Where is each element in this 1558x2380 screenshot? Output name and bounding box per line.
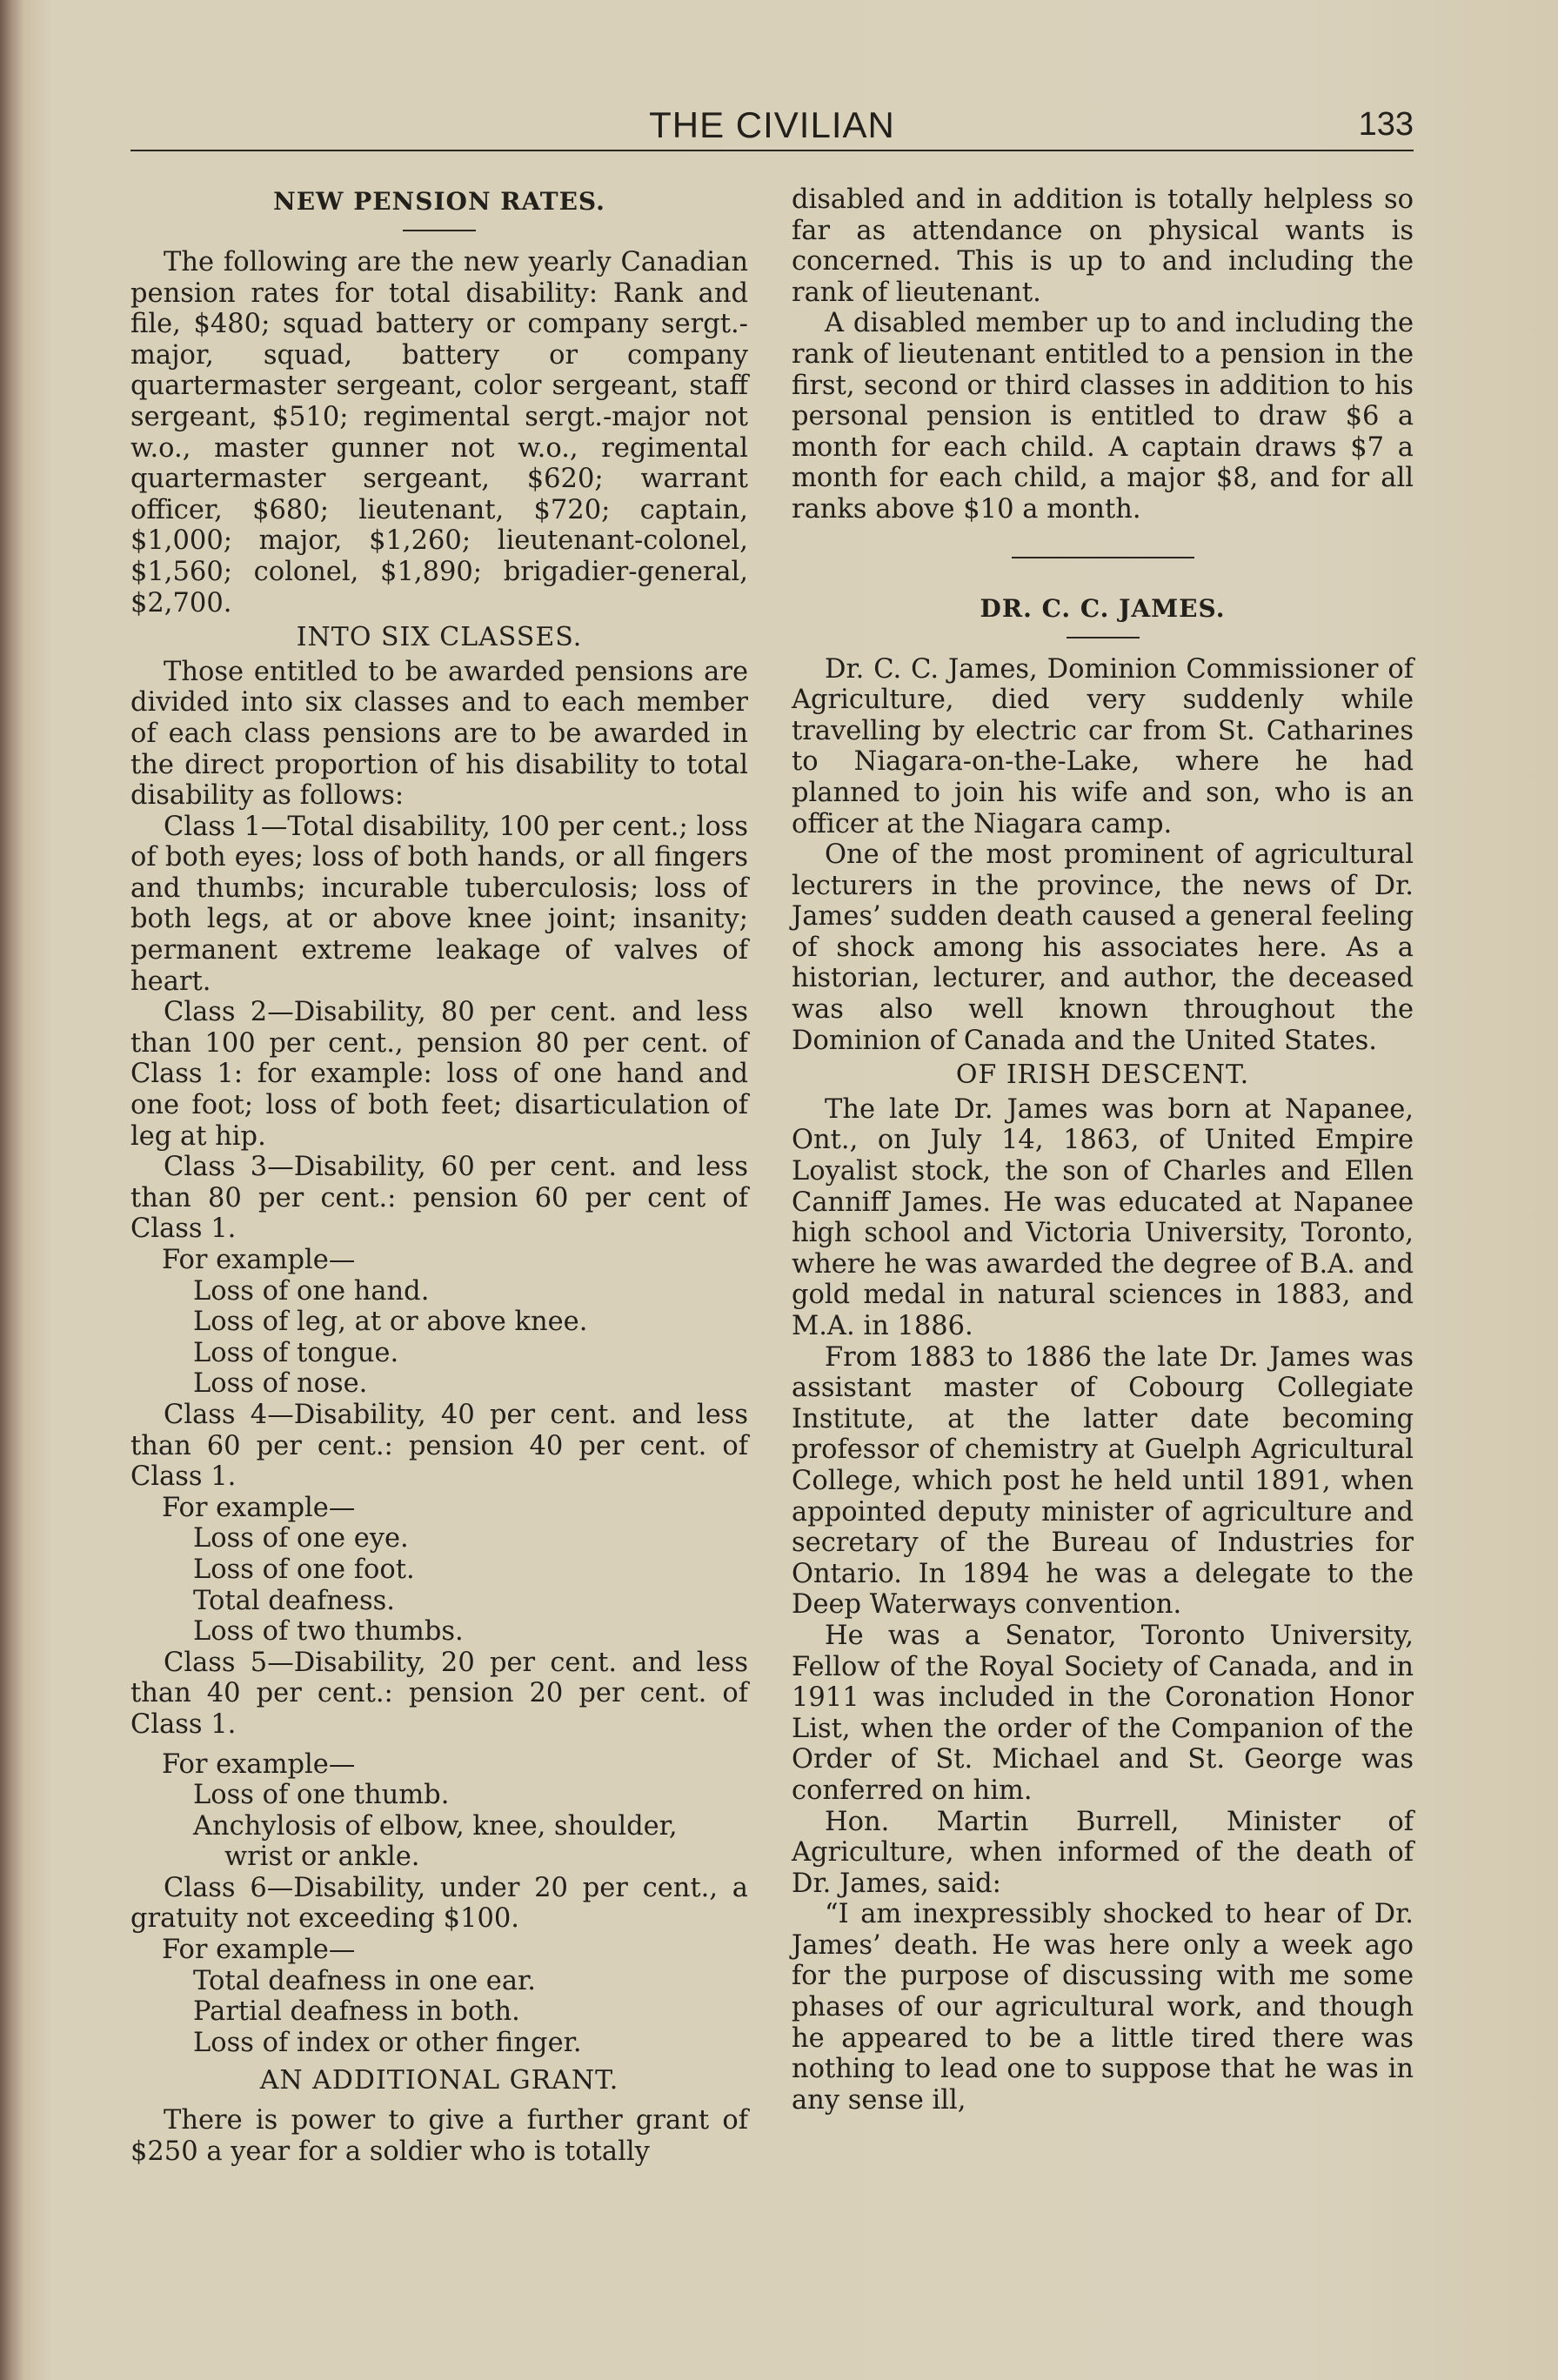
- james-paragraph-5: He was a Senator, Toronto University, Fellow of the Royal Society of Canada, and in 1911 was included in the Coronation Honor List, when the order of the Companion of the Order of St. Michael and St. George was conferred on him.: [792, 1620, 1414, 1806]
- heading-rule: [1067, 637, 1140, 638]
- subheading-six-classes: INTO SIX CLASSES.: [296, 622, 583, 653]
- subheading-irish-descent: OF IRISH DESCENT.: [955, 1060, 1250, 1091]
- page-number: 133: [1358, 106, 1414, 143]
- example-label: For example—: [162, 1245, 356, 1275]
- class-5-examples: [130, 1749, 748, 1873]
- class-4-examples: [130, 1493, 748, 1648]
- class-6-examples: [130, 1935, 748, 2058]
- example-label: For example—: [162, 1492, 356, 1523]
- james-paragraph-1: Dr. C. C. James, Dominion Commissioner of Agriculture, died very suddenly while travelling by electric car from St. Catharines to Niagara-on-the-Lake, where he had planned to join his wife and son, who is an officer at the Niagara camp.: [792, 653, 1414, 839]
- james-paragraph-6: Hon. Martin Burrell, Minister of Agriculture, when informed of the death of Dr. James, said:: [792, 1806, 1414, 1899]
- example-item: Loss of leg, at or above knee.: [193, 1307, 588, 1338]
- example-item: Loss of one thumb.: [193, 1780, 450, 1811]
- example-item: Loss of index or other finger.: [193, 2027, 582, 2058]
- james-paragraph-4: From 1883 to 1886 the late Dr. James was assistant master of Cobourg Collegiate Institute, at the latter date becoming professor of chemistry at Guelph Agricultural College, which post he held until 1891, when appointed deputy minister of agriculture and secretary of the Bureau of Industries for Ontario. In 1894 he was a delegate to the Deep Waterways convention.: [792, 1341, 1414, 1621]
- running-header: [130, 97, 1414, 151]
- example-item: Loss of two thumbs.: [193, 1616, 464, 1648]
- class-2-paragraph: Class 2—Disability, 80 per cent. and less than 100 per cent., pension 80 per cent. of Class 1: for example: loss of one hand and one foot; loss of both feet; disarticulation of leg at hip.: [130, 997, 748, 1152]
- heading-rule: [403, 230, 476, 231]
- journal-title: THE CIVILIAN: [649, 104, 895, 145]
- class-5-paragraph: Class 5—Disability, 20 per cent. and less than 40 per cent.: pension 20 per cent. of Class 1.: [130, 1647, 748, 1740]
- class-6-paragraph: Class 6—Disability, under 20 per cent., a gratuity not exceeding $100.: [130, 1872, 748, 1935]
- example-item: Total deafness.: [193, 1585, 395, 1616]
- james-quote-paragraph: “I am inexpressibly shocked to hear of Dr. James’ death. He was here only a week ago for the purpose of discussing with me some phases of our agricultural work, and though he appeared to be a little tired there was nothing to lead one to suppose that he was in any sense ill,: [792, 1899, 1414, 2116]
- subheading-additional-grant: AN ADDITIONAL GRANT.: [259, 2065, 619, 2096]
- class-4-paragraph: Class 4—Disability, 40 per cent. and less than 60 per cent.: pension 40 per cent. of Class 1.: [130, 1399, 748, 1493]
- left-column: [130, 184, 748, 2167]
- example-item: Loss of one eye.: [193, 1523, 409, 1554]
- article-heading-james: DR. C. C. JAMES.: [980, 593, 1226, 623]
- example-label: For example—: [162, 1935, 356, 1966]
- classes-paragraph: Those entitled to be awarded pensions are divided into six classes and to each member of each class pensions are to be awarded in the direct proportion of his disability to total disability as follows:: [130, 656, 748, 812]
- continued-paragraph: disabled and in addition is totally helpless so far as attendance on physical wants is concerned. This is up to and including the rank of lieutenant.: [792, 184, 1414, 308]
- example-item: Total deafness in one ear.: [193, 1965, 536, 1996]
- article-heading-pension: NEW PENSION RATES.: [273, 187, 605, 216]
- children-allowance-paragraph: A disabled member up to and including the rank of lieutenant entitled to a pension in the first, second or third classes in addition to his personal pension is entitled to draw $6 a month for each child. A captain draws $7 a month for each child, a major $8, and for all ranks above $10 a month.: [792, 308, 1414, 525]
- class-3-examples: [130, 1245, 748, 1400]
- example-item: Loss of tongue.: [193, 1337, 399, 1368]
- example-item: Loss of nose.: [193, 1368, 368, 1400]
- pension-intro: The following are the new yearly Canadian pension rates for total disability: Rank and file, $480; squad battery or company sergt.-major, squad, battery or company quartermaster sergeant, color sergeant, staff sergeant, $510; regimental sergt.-major not w.o., master gunner not w.o., regimental quartermaster sergeant, $620; warrant officer, $680; lieutenant, $720; captain, $1,000; major, $1,260; lieutenant-colonel, $1,560; colonel, $1,890; brigadier-general, $2,700.: [130, 247, 748, 618]
- example-label: For example—: [162, 1748, 356, 1780]
- class-1-paragraph: Class 1—Total disability, 100 per cent.; loss of both eyes; loss of both hands, or all fingers and thumbs; incurable tuberculosis; loss of both legs, at or above knee joint; insanity; permanent extreme leakage of valves of heart.: [130, 811, 748, 997]
- example-item: Loss of one foot.: [193, 1554, 415, 1585]
- example-item: Partial deafness in both.: [193, 1996, 520, 2028]
- article-separator: [1012, 557, 1194, 558]
- right-column: [792, 184, 1414, 2116]
- grant-paragraph: There is power to give a further grant of $250 a year for a soldier who is totally: [130, 2105, 748, 2167]
- james-paragraph-3: The late Dr. James was born at Napanee, Ont., on July 14, 1863, of United Empire Loyalist stock, the son of Charles and Ellen Canniff James. He was educated at Napanee high school and Victoria University, Toronto, where he was awarded the degree of B.A. and gold medal in natural sciences in 1883, and M.A. in 1886.: [792, 1093, 1414, 1341]
- class-3-paragraph: Class 3—Disability, 60 per cent. and less than 80 per cent.: pension 60 per cent of Class 1.: [130, 1152, 748, 1245]
- example-item: Loss of one hand.: [193, 1275, 430, 1307]
- example-item-continuation: wrist or ankle.: [224, 1842, 420, 1873]
- james-paragraph-2: One of the most prominent of agricultural lecturers in the province, the news of Dr. James’ sudden death caused a general feeling of shock among his associates here. As a historian, lecturer, and author, the deceased was also well known throughout the Dominion of Canada and the United States.: [792, 839, 1414, 1056]
- example-item: Anchylosis of elbow, knee, shoulder,: [193, 1810, 678, 1842]
